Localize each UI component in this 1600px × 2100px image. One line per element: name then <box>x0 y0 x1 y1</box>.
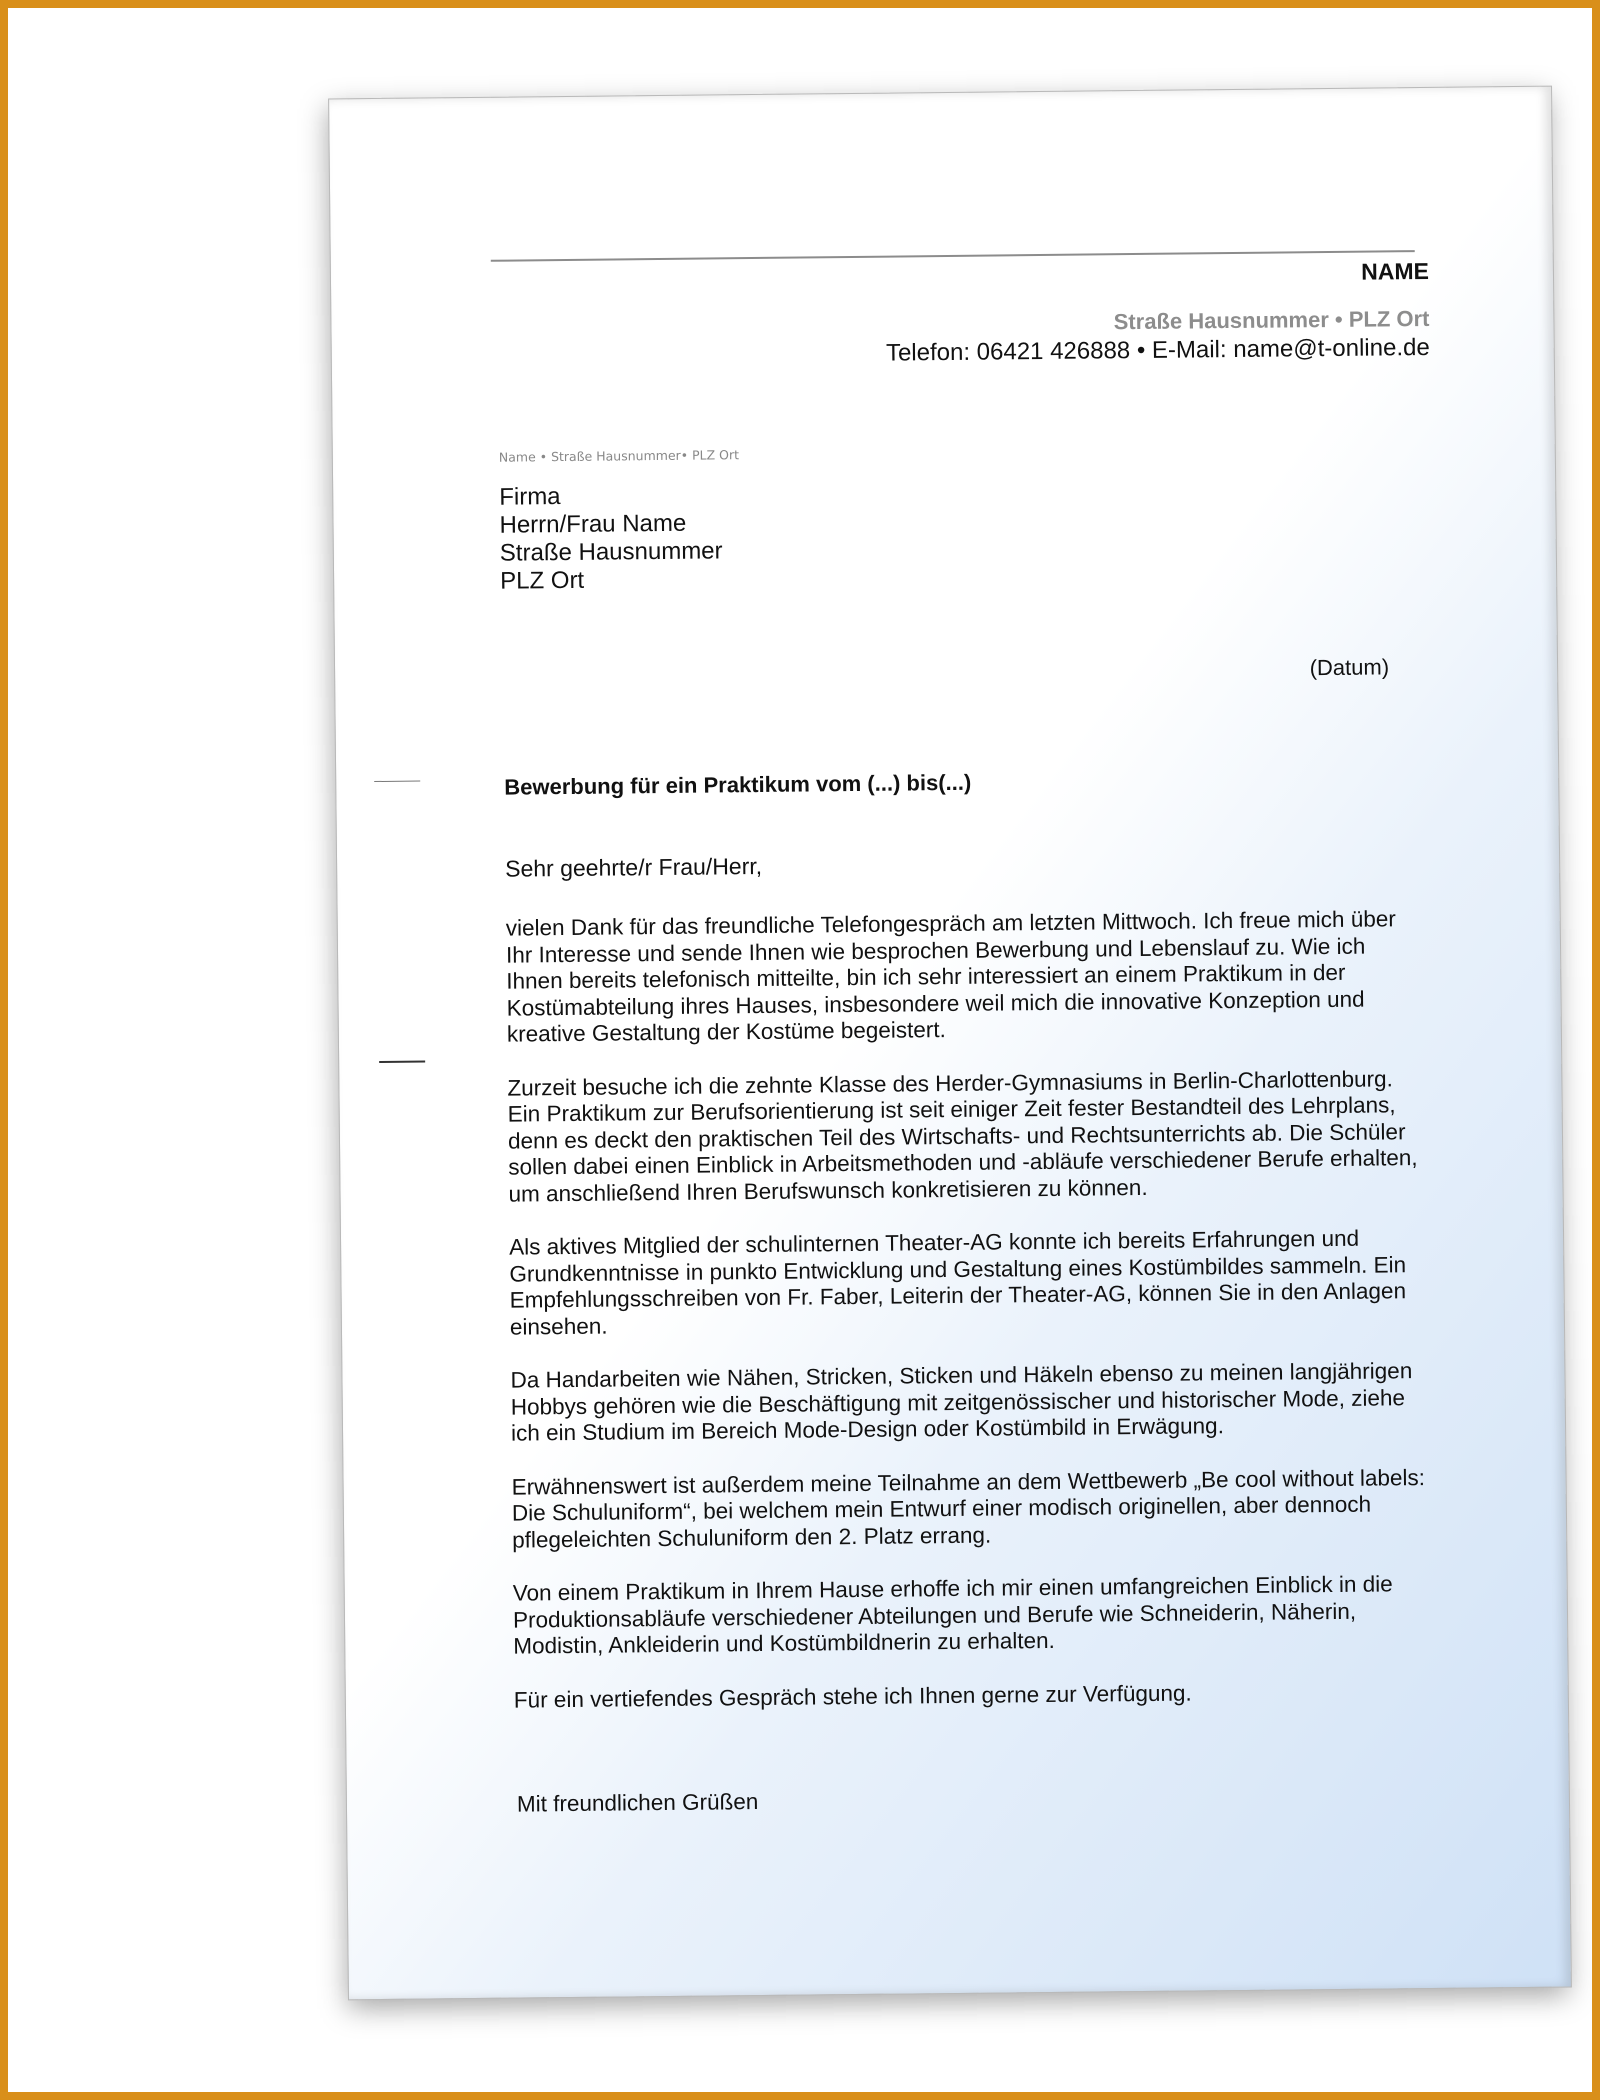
recipient-line: Straße Hausnummer <box>499 537 723 567</box>
sender-contact: Telefon: 06421 426888 • E-Mail: name@t-online.de <box>885 333 1430 367</box>
fold-mark <box>379 1060 425 1062</box>
letter-body <box>506 906 1435 1741</box>
body-paragraph: Für ein vertiefendes Gespräch stehe ich Ihnen gerne zur Verfügung. <box>513 1680 1192 1713</box>
body-paragraph: vielen Dank für das freundliche Telefongespräch am letzten Mittwoch. Ich freue mich über Ihr Interesse und sende Ihnen wie besprochen Bewerbung und Lebenslauf zu. Wie ich Ihnen bereits telefonisch mitteilte, bin ich sehr interessiert an einem Praktikum in der Kostümabteilung ihres Hauses, insbesondere weil mich die innovative Konzeption und kreative Gestaltung der Kostüme begeistert. <box>505 906 1396 1047</box>
body-paragraph: Da Handarbeiten wie Nähen, Stricken, Sticken und Häkeln ebenso zu meinen langjährigen Hobbys gehören wie die Beschäftigung mit zeitgenössischer und historischer Mode, ziehe ich ein Studium im Bereich Mode-Design oder Kostümbild in Erwägung. <box>510 1358 1413 1446</box>
letter-date: (Datum) <box>1309 654 1390 681</box>
recipient-line: Herrn/Frau Name <box>499 509 687 539</box>
fold-mark <box>374 781 420 782</box>
letter-page <box>328 86 1572 2001</box>
closing: Mit freundlichen Grüßen <box>516 1789 759 1817</box>
body-paragraph: Als aktives Mitglied der schulinternen Theater-AG konnte ich bereits Erfahrungen und Grundkenntnisse in punkto Entwicklung und Gestaltung eines Kostümbildes sammeln. Ein Empfehlungsschreiben von Fr. Faber, Leiterin der Theater-AG, können Sie in den Anlagen einsehen. <box>508 1225 1407 1340</box>
sender-address: Straße Hausnummer • PLZ Ort <box>1113 305 1430 335</box>
recipient-line: Firma <box>499 483 561 511</box>
sender-name: NAME <box>1361 257 1430 285</box>
body-paragraph: Von einem Praktikum in Ihrem Hause erhoffe ich mir einen umfangreichen Einblick in die Produktionsabläufe verschiedener Abteilungen und Berufe wie Schneiderin, Näherin, Modistin, Ankleiderin und Kostümbildnerin zu erhalten. <box>512 1571 1393 1659</box>
recipient-line: PLZ Ort <box>499 566 585 595</box>
body-paragraph: Erwähnenswert ist außerdem meine Teilnahme an dem Wettbewerb „Be cool without labels: Die Schuluniform“, bei welchem mein Entwurf einer modisch originellen, aber dennoch pflegeleichten Schuluniform den 2. Platz errang. <box>511 1464 1426 1553</box>
return-address-line: Name • Straße Hausnummer• PLZ Ort <box>498 447 740 465</box>
salutation: Sehr geehrte/r Frau/Herr, <box>505 852 763 882</box>
body-paragraph: Zurzeit besuche ich die zehnte Klasse des Herder-Gymnasiums in Berlin-Charlottenburg. Ein Praktikum zur Berufsorientierung ist seit einiger Zeit fester Bestandteil des Lehrplans, denn es deckt den praktischen Teil des Wirtschafts- und Rechtsunterrichts ab. Die Schüler sollen dabei einen Einblick in Arbeitsmethoden und -abläufe verschiedener Berufe erhalten, um anschließend Ihren Berufswunsch konkretisieren zu können. <box>507 1065 1418 1207</box>
recipient-address <box>499 481 723 595</box>
header-rule <box>491 250 1415 262</box>
letter-subject: Bewerbung für ein Praktikum vom (...) bis(...) <box>504 769 972 800</box>
